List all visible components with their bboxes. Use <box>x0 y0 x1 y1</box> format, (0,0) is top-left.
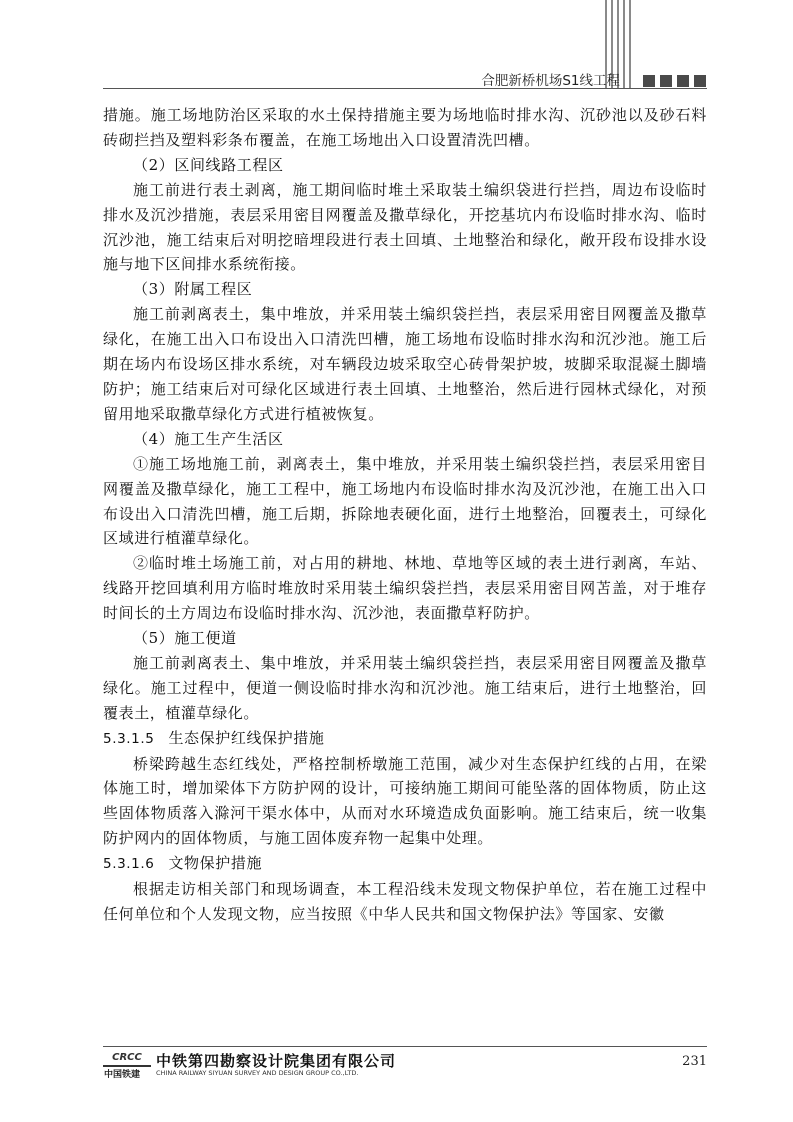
section-heading <box>103 851 707 877</box>
document-body <box>103 103 707 927</box>
subheading: （2）区间线路工程区 <box>133 155 284 174</box>
section-number: 5.3.1.6 <box>103 856 155 873</box>
paragraph: 施工前剥离表土，集中堆放，并采用装土编织袋拦挡，表层采用密目网覆盖及撒草绿化，在施工出入口布设出入口清洗凹槽，施工场地布设临时排水沟和沉沙池。施工后期在场内布设场区排水系统，对车辆段边坡采取空心砖骨架护坡，坡脚采取混凝土脚墙防护；施工结束后对可绿化区域进行表土回填、土地整治，然后进行园林式绿化，对预留用地采取撒草绿化方式进行植被恢复。 <box>103 305 707 423</box>
footer-rule <box>103 1046 707 1047</box>
header-title: 合肥新桥机场S1线工程 <box>481 73 620 89</box>
section-title: 生态保护红线保护措施 <box>168 728 325 747</box>
logo-text: 中国铁建 <box>104 1070 141 1080</box>
section-title: 文物保护措施 <box>168 854 263 873</box>
paragraph: 施工前剥离表土、集中堆放，并采用装土编织袋拦挡，表层采用密目网覆盖及撒草绿化。施工过程中，便道一侧设临时排水沟和沉沙池。施工结束后，进行土地整治，回覆表土，植灌草绿化。 <box>103 653 707 722</box>
subheading: （4）施工生产生活区 <box>133 429 284 448</box>
subheading: （3）附属工程区 <box>133 280 253 299</box>
section-number: 5.3.1.5 <box>103 730 155 747</box>
company-logo <box>103 1051 151 1080</box>
subheading: （5）施工便道 <box>133 629 237 648</box>
logo-mark: CRCC <box>103 1051 151 1067</box>
page-number: 231 <box>682 1054 707 1069</box>
company-name-english: CHINA RAILWAY SIYUAN SURVEY AND DESIGN GROUP CO.,LTD. <box>156 1069 359 1077</box>
paragraph: 措施。施工场地防治区采取的水土保持措施主要为场地临时排水沟、沉砂池以及砂石料砖砌拦挡及塑料彩条布覆盖，在施工场地出入口设置清洗凹槽。 <box>103 106 707 149</box>
header-rule <box>103 88 707 89</box>
paragraph: 根据走访相关部门和现场调查，本工程沿线未发现文物保护单位，若在施工过程中任何单位和个人发现文物，应当按照《中华人民共和国文物保护法》等国家、安徽 <box>103 880 707 923</box>
section-heading <box>103 726 707 752</box>
paragraph: ②临时堆土场施工前，对占用的耕地、林地、草地等区域的表土进行剥离，车站、线路开挖回填利用方临时堆放时采用装土编织袋拦挡，表层采用密目网苫盖，对于堆存时间长的土方周边布设临时排水沟、沉沙池，表面撒草籽防护。 <box>103 554 707 623</box>
paragraph: ①施工场地施工前，剥离表土，集中堆放，并采用装土编织袋拦挡，表层采用密目网覆盖及撒草绿化，施工工程中，施工场地内布设临时排水沟及沉沙池，在施工出入口布设出入口清洗凹槽，施工后期，拆除地表硬化面，进行土地整治，回覆表土，可绿化区域进行植灌草绿化。 <box>103 454 707 548</box>
paragraph: 施工前进行表土剥离，施工期间临时堆土采取装土编织袋进行拦挡，周边布设临时排水及沉沙措施，表层采用密目网覆盖及撒草绿化，开挖基坑内布设临时排水沟、临时沉沙池，施工结束后对明挖暗埋段进行表土回填、土地整治和绿化，敞开段布设排水设施与地下区间排水系统衔接。 <box>103 180 707 274</box>
paragraph: 桥梁跨越生态红线处，严格控制桥墩施工范围，减少对生态保护红线的占用，在梁体施工时，增加梁体下方防护网的设计，可接纳施工期间可能坠落的固体物质，防止这些固体物质落入滁河干渠水体中，从而对水环境造成负面影响。施工结束后，统一收集防护网内的固体物质，与施工固体废弃物一起集中处理。 <box>103 754 707 848</box>
company-name: 中铁第四勘察设计院集团有限公司 <box>156 1052 397 1070</box>
